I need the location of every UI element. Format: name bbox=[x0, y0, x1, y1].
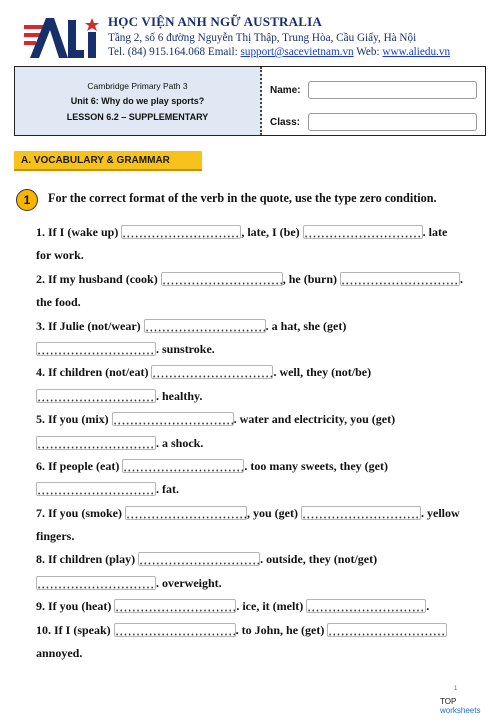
item-text: 4. If children (not/eat) bbox=[36, 365, 149, 380]
item-text: . healthy. bbox=[156, 388, 203, 403]
item-text: 2. If my husband (cook) bbox=[36, 271, 158, 286]
item-text: , he (burn) bbox=[282, 271, 338, 286]
lesson-info-box bbox=[14, 66, 486, 136]
email-link[interactable]: support@sacevietnam.vn bbox=[240, 46, 354, 58]
course-title: Cambridge Primary Path 3 bbox=[87, 80, 188, 91]
exercise-item bbox=[36, 315, 482, 362]
exercise-item bbox=[36, 619, 482, 666]
answer-blank[interactable] bbox=[112, 412, 234, 426]
item-text: . water and electricity, you (get) bbox=[233, 412, 396, 427]
item-text: . overweight. bbox=[156, 575, 222, 590]
answer-blank[interactable] bbox=[151, 365, 273, 379]
item-text: the food. bbox=[36, 295, 81, 310]
item-text: . too many sweets, they (get) bbox=[244, 458, 388, 473]
answer-blank[interactable] bbox=[36, 436, 156, 450]
answer-blank[interactable] bbox=[36, 482, 156, 496]
item-text: 3. If Julie (not/wear) bbox=[36, 318, 141, 333]
item-text: fingers. bbox=[36, 529, 75, 544]
answer-blank[interactable] bbox=[306, 599, 426, 613]
answer-blank[interactable] bbox=[121, 225, 241, 239]
item-text: , you (get) bbox=[247, 505, 298, 520]
lesson-title: LESSON 6.2 – SUPPLEMENTARY bbox=[66, 111, 209, 122]
item-text: 5. If you (mix) bbox=[36, 412, 109, 427]
item-text: . to John, he (get) bbox=[235, 622, 325, 637]
answer-blank[interactable] bbox=[114, 623, 236, 637]
logo-stripe bbox=[24, 25, 44, 29]
answer-blank[interactable] bbox=[340, 272, 460, 286]
class-row bbox=[270, 109, 477, 135]
org-address: Tầng 2, số 6 đường Nguyễn Thị Thập, Trung Hòa, Cầu Giấy, Hà Nội bbox=[108, 32, 417, 44]
exercise-item bbox=[36, 595, 482, 618]
logo-letter-i bbox=[88, 32, 96, 58]
item-text: . yellow bbox=[421, 505, 460, 520]
exercise-item bbox=[36, 548, 482, 595]
organization-header bbox=[108, 14, 493, 58]
answer-blank[interactable] bbox=[138, 552, 260, 566]
item-text: . ice, it (melt) bbox=[236, 599, 304, 614]
item-text: annoyed. bbox=[36, 646, 83, 661]
exercise-item bbox=[36, 268, 482, 315]
answer-blank[interactable] bbox=[125, 506, 247, 520]
item-text: 7. If you (smoke) bbox=[36, 505, 122, 520]
exercise-number-badge: 1 bbox=[16, 189, 38, 211]
item-text: . well, they (not/be) bbox=[273, 365, 372, 380]
logo-stripe bbox=[24, 33, 40, 37]
page-number: 1 bbox=[454, 686, 458, 692]
answer-blank[interactable] bbox=[144, 319, 266, 333]
exercise-item bbox=[36, 221, 482, 268]
item-text: . bbox=[460, 271, 464, 286]
exercise-item bbox=[36, 408, 482, 455]
answer-blank[interactable] bbox=[36, 576, 156, 590]
item-text: for work. bbox=[36, 248, 84, 263]
exercise-instruction: For the correct format of the verb in the quote, use the type zero condition. bbox=[48, 191, 437, 205]
item-text: 8. If children (play) bbox=[36, 552, 136, 567]
ali-logo bbox=[22, 16, 102, 60]
logo-stripe bbox=[24, 41, 36, 45]
item-text: 10. If I (speak) bbox=[36, 622, 111, 637]
name-label: Name: bbox=[270, 84, 301, 96]
item-text: 1. If I (wake up) bbox=[36, 225, 119, 239]
logo-letter-a bbox=[30, 18, 68, 58]
org-name: HỌC VIỆN ANH NGỮ AUSTRALIA bbox=[108, 14, 322, 29]
class-label: Class: bbox=[270, 116, 301, 128]
item-text: . a shock. bbox=[156, 435, 204, 450]
org-tel: Tel. (84) 915.164.068 Email: bbox=[108, 46, 238, 58]
item-text: . late bbox=[422, 225, 448, 239]
course-panel bbox=[15, 67, 262, 135]
brand-mark bbox=[440, 697, 480, 715]
answer-blank[interactable] bbox=[114, 599, 236, 613]
exercise-item bbox=[36, 502, 482, 549]
exercise-item bbox=[36, 361, 482, 408]
logo-star bbox=[85, 18, 99, 31]
org-contacts bbox=[108, 46, 493, 58]
brand-top: TOP bbox=[440, 697, 457, 706]
exercise-item bbox=[36, 455, 482, 502]
answer-blank[interactable] bbox=[122, 459, 244, 473]
answer-blank[interactable] bbox=[327, 623, 447, 637]
item-text: . bbox=[426, 599, 430, 614]
item-text: 6. If people (eat) bbox=[36, 458, 120, 473]
brand-bottom: worksheets bbox=[440, 706, 481, 715]
item-text: . fat. bbox=[156, 482, 179, 497]
web-link[interactable]: www.aliedu.vn bbox=[382, 46, 451, 58]
logo-letter-l bbox=[68, 50, 84, 58]
web-prefix: Web: bbox=[356, 46, 380, 58]
name-row bbox=[270, 77, 477, 103]
class-field[interactable] bbox=[308, 113, 477, 131]
answer-blank[interactable] bbox=[36, 389, 156, 403]
item-text: . a hat, she (get) bbox=[265, 318, 347, 333]
exercise-items bbox=[36, 221, 482, 665]
unit-title: Unit 6: Why do we play sports? bbox=[70, 95, 205, 106]
name-field[interactable] bbox=[308, 81, 477, 99]
item-text: 9. If you (heat) bbox=[36, 599, 112, 614]
answer-blank[interactable] bbox=[161, 272, 283, 286]
item-text: . outside, they (not/get) bbox=[260, 552, 378, 567]
answer-blank[interactable] bbox=[301, 506, 421, 520]
item-text: . sunstroke. bbox=[156, 341, 215, 356]
answer-blank[interactable] bbox=[303, 225, 423, 239]
section-header: A. VOCABULARY & GRAMMAR bbox=[14, 151, 202, 171]
item-text: , late, I (be) bbox=[241, 225, 300, 239]
answer-blank[interactable] bbox=[36, 342, 156, 356]
student-fields bbox=[262, 67, 485, 135]
